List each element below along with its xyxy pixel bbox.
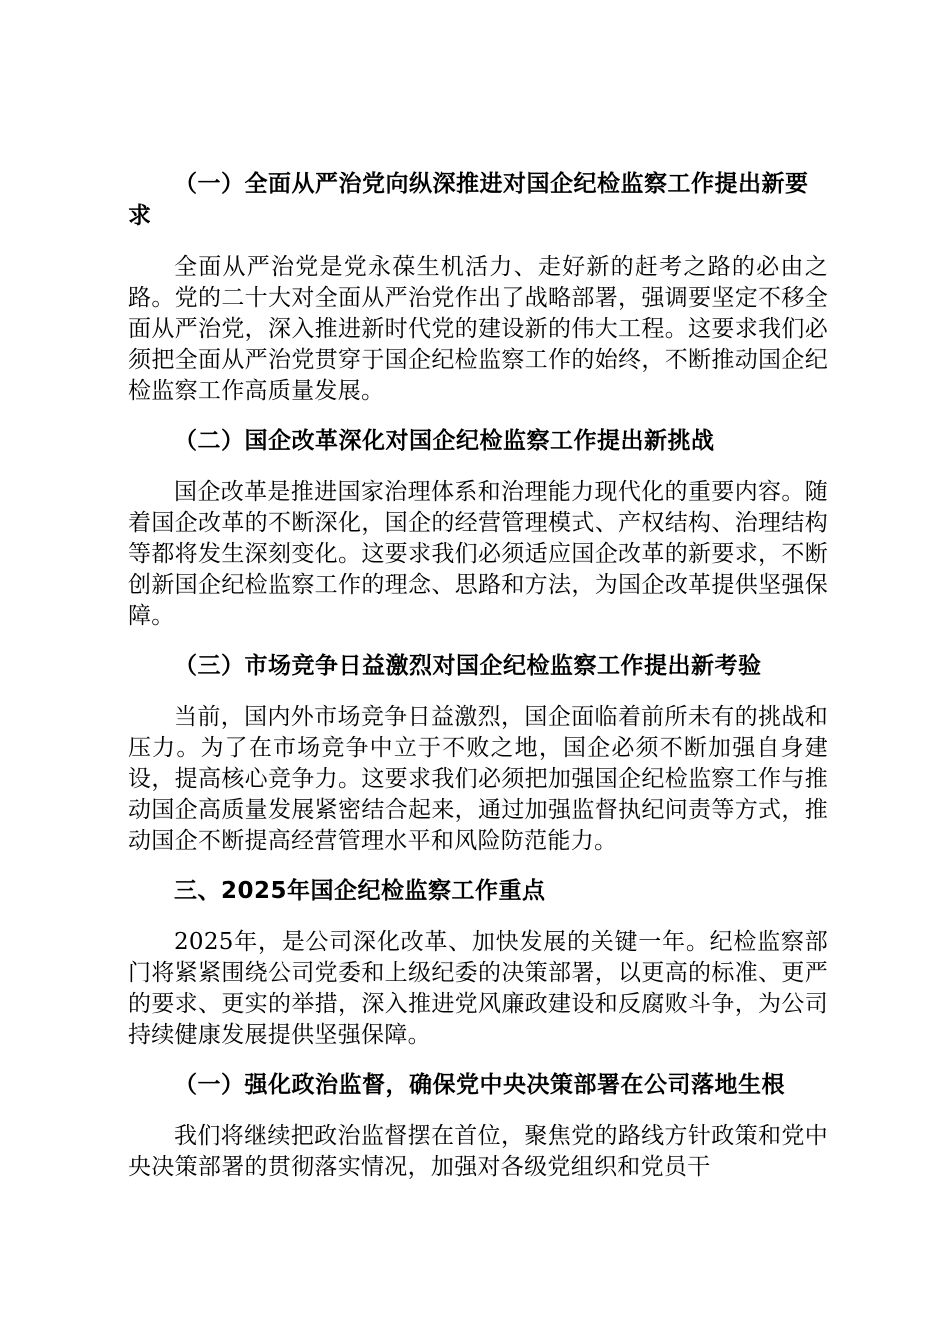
section-heading-2: （二）国企改革深化对国企纪检监察工作提出新挑战 xyxy=(174,428,715,454)
section-heading-3: （三）市场竞争日益激烈对国企纪检监察工作提出新考验 xyxy=(174,653,762,679)
section-heading-4: 三、2025年国企纪检监察工作重点 xyxy=(174,878,546,904)
section-paragraph-3: 当前，国内外市场竞争日益激烈，国企面临着前所未有的挑战和压力。为了在市场竞争中立于不败之地，国企必须不断加强自身建设，提高核心竞争力。这要求我们必须把加强国企纪检监察工作与推动国企高质量发展紧密结合起来，通过加强监督执纪问责等方式，推动国企不断提高经营管理水平和风险防范能力。 xyxy=(128,704,828,854)
section-heading-5: （一）强化政治监督，确保党中央决策部署在公司落地生根 xyxy=(174,1072,785,1098)
section-heading-1: （一）全面从严治党向纵深推进对国企纪检监察工作提出新要求 xyxy=(128,171,809,229)
section-paragraph-2: 国企改革是推进国家治理体系和治理能力现代化的重要内容。随着国企改革的不断深化，国企的经营管理模式、产权结构、治理结构等都将发生深刻变化。这要求我们必须适应国企改革的新要求，不断创新国企纪检监察工作的理念、思路和方法，为国企改革提供坚强保障。 xyxy=(128,479,828,629)
section-paragraph-1: 全面从严治党是党永葆生机活力、走好新的赶考之路的必由之路。党的二十大对全面从严治党作出了战略部署，强调要坚定不移全面从严治党，深入推进新时代党的建设新的伟大工程。这要求我们必须把全面从严治党贯穿于国企纪检监察工作的始终，不断推动国企纪检监察工作高质量发展。 xyxy=(128,254,828,404)
section-paragraph-4: 2025年，是公司深化改革、加快发展的关键一年。纪检监察部门将紧紧围绕公司党委和上级纪委的决策部署，以更高的标准、更严的要求、更实的举措，深入推进党风廉政建设和反腐败斗争，为公司持续健康发展提供坚强保障。 xyxy=(128,929,828,1048)
document-body xyxy=(128,168,828,1183)
section-paragraph-5: 我们将继续把政治监督摆在首位，聚焦党的路线方针政策和党中央决策部署的贯彻落实情况，加强对各级党组织和党员干 xyxy=(128,1123,828,1180)
